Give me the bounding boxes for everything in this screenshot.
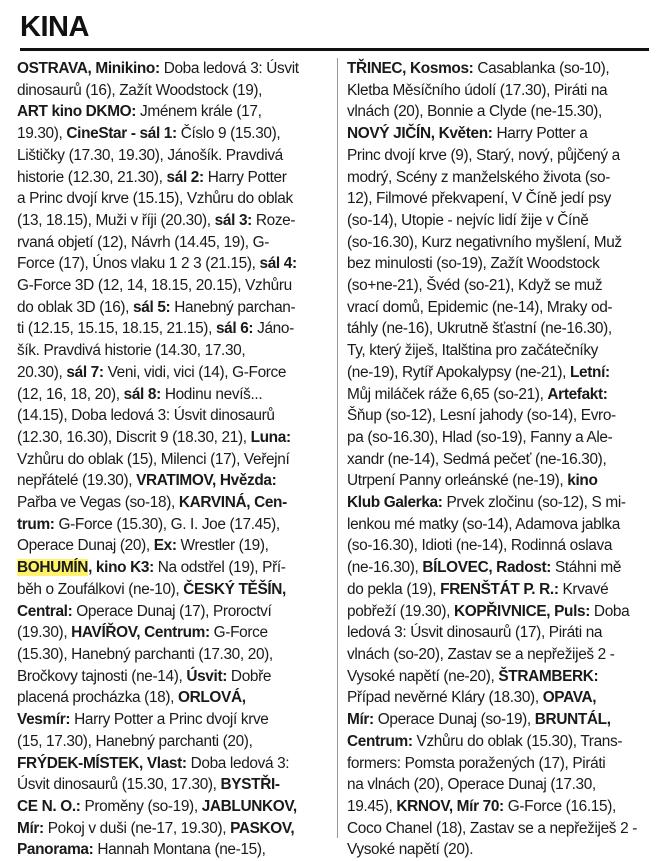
- listing-line: [347, 405, 655, 427]
- listing-line: [347, 123, 655, 145]
- venue-name: , kino K3:: [88, 559, 154, 577]
- venue-name: sál 7:: [66, 363, 104, 381]
- listing-text: Můj miláček ráže 6,65 (so-21),: [347, 385, 548, 403]
- listing-text: dinosaurů (16), Zažít Woodstock (19),: [17, 81, 263, 99]
- venue-name: Centrum:: [347, 732, 413, 750]
- listing-line: [347, 297, 655, 319]
- listing-line: [347, 275, 655, 297]
- listing-text: Wrestler (19),: [176, 537, 269, 555]
- listing-line: [17, 253, 326, 275]
- listing-line: [347, 362, 655, 384]
- listing-text: (12, 16, 18, 20),: [17, 385, 124, 403]
- listing-text: Coco Chanel (18), Zastav se a nepřežiješ 2 -: [347, 819, 637, 837]
- venue-name: NOVÝ JIČÍN, Květen:: [347, 125, 493, 143]
- venue-name: OSTRAVA, Minikino:: [17, 60, 160, 77]
- listing-text: G-Force: [209, 624, 268, 642]
- venue-name: Úsvit:: [186, 667, 227, 685]
- listing-text: 20.30),: [17, 363, 67, 381]
- listing-text: Princ dvojí krve (9), Starý, nový, půjčený a: [347, 146, 620, 164]
- venue-name: Luna:: [250, 428, 291, 446]
- listing-line: [347, 58, 655, 80]
- listing-text: Utrpení Panny orleánské (ne-19),: [347, 472, 568, 490]
- listing-text: Pařba ve Vegas (so-18),: [17, 494, 179, 512]
- listing-text: Harry Potter a: [492, 125, 588, 143]
- listing-line: [17, 80, 326, 102]
- listing-text: nepřátelé (19.30),: [17, 472, 137, 490]
- listing-text: Kletba Měsíčního údolí (17.30), Piráti na: [347, 81, 608, 99]
- listing-line: [17, 731, 326, 753]
- venue-name: TŘINEC, Kosmos:: [347, 60, 474, 77]
- listing-text: vlnách (so-20), Zastav se a nepřežiješ 2 -: [347, 645, 615, 663]
- listing-text: (19.30),: [17, 624, 72, 642]
- listing-line: [17, 601, 326, 623]
- listing-text: (so-16.30), Idioti (ne-14), Rodinná oslava: [347, 537, 613, 555]
- listing-line: [17, 362, 326, 384]
- listing-text: Roze-: [251, 211, 296, 229]
- listing-line: [347, 839, 655, 861]
- listing-line: [17, 579, 326, 601]
- listing-line: [17, 210, 326, 232]
- venue-name: sál 2:: [166, 168, 204, 186]
- listing-line: [17, 557, 326, 579]
- listing-line: [17, 839, 326, 861]
- venue-name: sál 4:: [259, 255, 297, 273]
- listing-line: [347, 601, 655, 623]
- listing-line: [17, 58, 326, 80]
- listing-text: Případ nevěrné Kláry (18.30),: [347, 689, 543, 707]
- venue-name: sál 3:: [214, 211, 252, 229]
- listing-text: (so-14), Utopie - nejvíc lidí žije v Číně: [347, 211, 589, 229]
- listing-text: Úsvit dinosaurů (15.30, 17.30),: [17, 776, 221, 794]
- venue-name: FRENŠTÁT P. R.:: [440, 580, 559, 598]
- venue-name: JABLUNKOV,: [201, 797, 297, 815]
- title-rule: [20, 48, 649, 51]
- listing-line: [347, 687, 655, 709]
- listing-text: formers: Pomsta poražených (17), Piráti: [347, 754, 606, 772]
- listing-line: [347, 731, 655, 753]
- listing-line: [17, 384, 326, 406]
- listing-line: [17, 405, 326, 427]
- listing-text: do pekla (19),: [347, 580, 441, 598]
- listing-text: Operace Dunaj (so-19),: [373, 711, 535, 729]
- listing-line: [347, 709, 655, 731]
- listing-text: Veni, vidi, vici (14), G-Force: [103, 363, 287, 381]
- listing-line: [347, 753, 655, 775]
- venue-name: sál 8:: [123, 385, 161, 403]
- listing-text: modrý, Scény z manželského života (so-: [347, 168, 610, 186]
- listing-line: [347, 535, 655, 557]
- listing-line: [347, 666, 655, 688]
- listing-text: xandr (ne-14), Sedmá pečeť (ne-16.30),: [347, 450, 607, 468]
- venue-name: KARVINÁ, Cen-: [178, 494, 287, 512]
- listing-text: (14.15), Doba ledová 3: Úsvit dinosaurů: [17, 407, 275, 425]
- listing-text: Vysoké napětí (ne-20),: [347, 667, 499, 685]
- listing-line: [347, 80, 655, 102]
- listing-text: (15.30), Hanebný parchanti (17.30, 20),: [17, 645, 273, 663]
- venue-name: Central:: [17, 602, 73, 620]
- listing-line: [17, 514, 326, 536]
- listing-line: [347, 167, 655, 189]
- venue-name: ORLOVÁ,: [178, 689, 246, 707]
- listing-text: (so+ne-21), Švéd (so-21), Když se muž: [347, 277, 603, 295]
- listing-line: [17, 275, 326, 297]
- listing-text: Harry Potter a Princ dvojí krve: [70, 711, 269, 729]
- listing-line: [347, 318, 655, 340]
- listing-line: [347, 427, 655, 449]
- listing-text: 19.45),: [347, 797, 397, 815]
- listing-line: [17, 535, 326, 557]
- listing-text: běh o Zoufálkovi (ne-10),: [17, 580, 184, 598]
- venue-name: BYSTŘI-: [220, 776, 280, 794]
- listing-text: Doba ledová 3:: [186, 754, 290, 772]
- listing-line: [17, 167, 326, 189]
- listing-text: Vysoké napětí (20).: [347, 841, 474, 859]
- venue-name: HAVÍŘOV, Centrum:: [71, 624, 210, 642]
- venue-name: Ex:: [153, 537, 177, 555]
- listing-text: na vlnách (20), Operace Dunaj (17.30,: [347, 776, 596, 794]
- listing-text: Operace Dunaj (20),: [17, 537, 154, 555]
- listing-line: [347, 253, 655, 275]
- listing-text: G-Force 3D (12, 14, 18.15, 20.15), Vzhůru: [17, 277, 292, 295]
- venue-name: BRUNTÁL,: [534, 711, 611, 729]
- listing-text: (13, 18.15), Muži v říji (20.30),: [17, 211, 215, 229]
- listing-text: pobřeží (19.30),: [347, 602, 454, 620]
- venue-name: ART kino DKMO:: [17, 103, 137, 121]
- venue-name: CineStar - sál 1:: [66, 125, 177, 143]
- listing-text: Proměny (so-19),: [80, 797, 202, 815]
- venue-name: ČESKÝ TĚŠÍN,: [183, 580, 286, 598]
- venue-name: sál 5:: [133, 298, 171, 316]
- listing-text: 19.30),: [17, 125, 67, 143]
- venue-name: ŠTRAMBERK:: [498, 667, 599, 685]
- listing-line: [17, 666, 326, 688]
- listing-text: Hanebný parchan-: [170, 298, 296, 316]
- venue-name: sál 6:: [215, 320, 254, 338]
- listing-line: [17, 145, 326, 167]
- listing-line: [17, 232, 326, 254]
- listing-text: Jáno-: [253, 320, 294, 338]
- listing-text: (12.30, 16.30), Discrit 9 (18.30, 21),: [17, 428, 251, 446]
- listing-text: Hodinu nevíš...: [160, 385, 263, 403]
- venue-name: PASKOV,: [230, 819, 295, 837]
- venue-name: Mír:: [17, 819, 44, 837]
- listing-text: Stáhni mě: [551, 559, 622, 577]
- listing-text: Číslo 9 (15.30),: [176, 125, 281, 143]
- listing-text: placená procházka (18),: [17, 689, 178, 707]
- listing-text: Na odstřel (19), Pří-: [153, 559, 286, 577]
- listing-line: [347, 644, 655, 666]
- listing-text: táhly (ne-16), Ukrutně šťastní (ne-16.30),: [347, 320, 612, 338]
- venue-name: KOPŘIVNICE, Puls:: [453, 602, 590, 620]
- listing-line: [17, 101, 326, 123]
- listing-line: [347, 557, 655, 579]
- listing-line: [17, 818, 326, 840]
- listing-line: [17, 753, 326, 775]
- listing-line: [347, 622, 655, 644]
- listing-text: Hannah Montana (ne-15),: [93, 841, 266, 859]
- listing-line: [17, 470, 326, 492]
- listing-line: [347, 514, 655, 536]
- listing-text: šík. Pravdivá historie (14.30, 17.30,: [17, 342, 246, 360]
- listing-text: 12), Filmové překvapení, V Číně jedí psy: [347, 190, 612, 208]
- listing-text: Harry Potter: [203, 168, 287, 186]
- section-title: KINA: [20, 11, 89, 43]
- listing-text: Šňup (so-12), Lesní jahody (so-14), Evro-: [347, 407, 616, 425]
- highlighted-venue: BOHUMÍN: [17, 559, 89, 577]
- listing-text: pa (so-16.30), Hlad (so-19), Fanny a Ale-: [347, 428, 613, 446]
- listing-line: [17, 449, 326, 471]
- listing-text: ledová 3: Úsvit dinosaurů (17), Piráti na: [347, 624, 603, 642]
- listing-line: [347, 796, 655, 818]
- listing-line: [347, 210, 655, 232]
- venue-name: kino: [567, 472, 598, 490]
- venue-name: VRATIMOV, Hvězda:: [136, 472, 277, 490]
- listing-line: [17, 644, 326, 666]
- venue-name: Panorama:: [17, 841, 94, 859]
- listing-line: [347, 774, 655, 796]
- listing-line: [17, 492, 326, 514]
- listing-line: [347, 818, 655, 840]
- listing-text: Casablanka (so-10),: [473, 60, 610, 77]
- listing-line: [347, 232, 655, 254]
- listing-line: [17, 188, 326, 210]
- listing-line: [17, 774, 326, 796]
- listing-text: Prvek zločinu (so-12), S mi-: [442, 494, 626, 512]
- listing-line: [17, 687, 326, 709]
- listing-text: Vzhůru do oblak (15), Milenci (17), Veřejní: [17, 450, 290, 468]
- listing-text: Operace Dunaj (17), Proroctví: [72, 602, 272, 620]
- listing-text: vlnách (20), Bonnie a Clyde (ne-15.30),: [347, 103, 602, 121]
- listing-line: [347, 101, 655, 123]
- listing-line: [347, 470, 655, 492]
- listing-text: Doba ledová 3: Úsvit: [159, 60, 299, 77]
- listing-line: [17, 340, 326, 362]
- listing-text: a Princ dvojí krve (15.15), Vzhůru do oblak: [17, 190, 293, 208]
- listing-line: [17, 796, 326, 818]
- listing-text: Dobře: [227, 667, 272, 685]
- venue-name: Letní:: [569, 363, 610, 381]
- listing-text: Jménem krále (17,: [136, 103, 262, 121]
- listings-column-right: [347, 58, 655, 861]
- listing-text: Lištičky (17.30, 19.30), Jánošík. Pravdivá: [17, 146, 283, 164]
- listing-line: [347, 188, 655, 210]
- listing-text: (ne-16.30),: [347, 559, 423, 577]
- listing-text: Pokoj v duši (ne-17, 19.30),: [43, 819, 231, 837]
- listing-line: [17, 297, 326, 319]
- listing-text: Force (17), Únos vlaku 1 2 3 (21.15),: [17, 255, 260, 273]
- venue-name: BÍLOVEC, Radost:: [422, 559, 552, 577]
- listing-text: (ne-19), Rytíř Apokalypsy (ne-21),: [347, 363, 570, 381]
- listing-text: do oblak 3D (16),: [17, 298, 134, 316]
- venue-name: trum:: [17, 515, 55, 533]
- venue-name: OPAVA,: [542, 689, 597, 707]
- listing-text: (15, 17.30), Hanebný parchanti (20),: [17, 732, 253, 750]
- listing-text: G-Force (16.15),: [503, 797, 616, 815]
- listing-line: [347, 492, 655, 514]
- listing-line: [17, 123, 326, 145]
- listing-text: Ty, který žiješ, Italština pro začátečníky: [347, 342, 599, 360]
- listing-text: Bročkovy tajnosti (ne-14),: [17, 667, 187, 685]
- listing-text: ti (12.15, 15.15, 18.15, 21.15),: [17, 320, 216, 338]
- venue-name: Klub Galerka:: [347, 494, 443, 512]
- listing-text: vrací domů, Epidemic (ne-14), Mraky od-: [347, 298, 613, 316]
- listing-text: rvaná objetí (12), Návrh (14.45, 19), G-: [17, 233, 270, 251]
- venue-name: Mír:: [347, 711, 374, 729]
- listing-line: [347, 449, 655, 471]
- listing-text: lenkou mé matky (so-14), Adamova jablka: [347, 515, 620, 533]
- listing-line: [347, 384, 655, 406]
- listings-column-left: [17, 58, 326, 861]
- venue-name: Vesmír:: [17, 711, 71, 729]
- venue-name: CE N. O.:: [17, 797, 81, 815]
- listing-text: historie (12.30, 21.30),: [17, 168, 167, 186]
- listing-line: [17, 709, 326, 731]
- listing-text: Vzhůru do oblak (15.30), Trans-: [412, 732, 623, 750]
- listing-line: [17, 318, 326, 340]
- listing-line: [17, 622, 326, 644]
- listing-text: G-Force (15.30), G. I. Joe (17.45),: [54, 515, 280, 533]
- listing-line: [17, 427, 326, 449]
- listing-line: [347, 145, 655, 167]
- venue-name: FRÝDEK-MÍSTEK, Vlast:: [17, 754, 187, 772]
- venue-name: KRNOV, Mír 70:: [396, 797, 504, 815]
- listing-line: [347, 579, 655, 601]
- venue-name: Artefakt:: [547, 385, 608, 403]
- listing-text: bez minulosti (so-19), Zažít Woodstock: [347, 255, 600, 273]
- listing-line: [347, 340, 655, 362]
- column-divider: [337, 58, 338, 838]
- listing-text: Krvavé: [558, 580, 609, 598]
- listing-text: (so-16.30), Kurz negativního myšlení, Muž: [347, 233, 622, 251]
- listing-text: Doba: [590, 602, 630, 620]
